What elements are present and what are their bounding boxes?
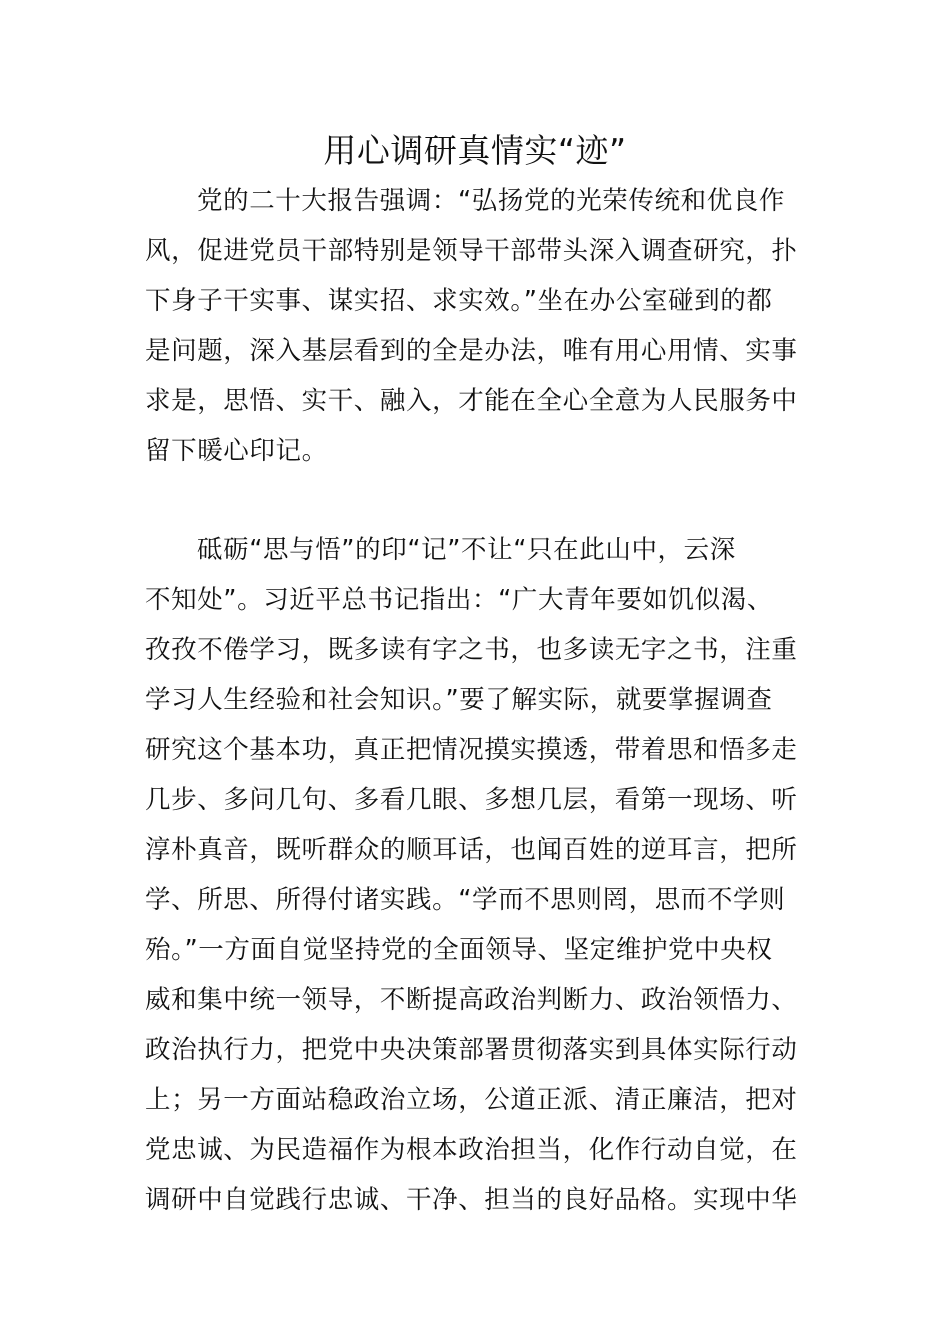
paragraph-line: 是问题，深入基层看到的全是办法，唯有用心用情、实事 bbox=[145, 336, 798, 366]
paragraph-line: 威和集中统一领导，不断提高政治判断力、政治领悟力、 bbox=[145, 985, 798, 1015]
paragraph-line: 党忠诚、为民造福作为根本政治担当，化作行动自觉，在 bbox=[145, 1135, 798, 1165]
paragraph-line: 学、所思、所得付诸实践。“学而不思则罔，思而不学则 bbox=[145, 885, 786, 915]
paragraph-1 bbox=[145, 176, 809, 476]
paragraph-line: 研究这个基本功，真正把情况摸实摸透，带着思和悟多走 bbox=[145, 735, 798, 765]
paragraph-line: 砥砺“思与悟”的印“记”不让“只在此山中，云深 bbox=[197, 535, 736, 565]
paragraph-line: 党的二十大报告强调：“弘扬党的光荣传统和优良作 bbox=[197, 186, 786, 216]
paragraph-line: 孜孜不倦学习，既多读有字之书，也多读无字之书，注重 bbox=[145, 635, 798, 665]
paragraph-line: 淳朴真音，既听群众的顺耳话，也闻百姓的逆耳言，把所 bbox=[145, 835, 798, 865]
paragraph-line: 风，促进党员干部特别是领导干部带头深入调查研究，扑 bbox=[145, 236, 798, 266]
paragraph-line: 殆。”一方面自觉坚持党的全面领导、坚定维护党中央权 bbox=[145, 935, 773, 965]
paragraph-line: 求是，思悟、实干、融入，才能在全心全意为人民服务中 bbox=[145, 386, 798, 416]
paragraph-line: 上；另一方面站稳政治立场，公道正派、清正廉洁，把对 bbox=[145, 1085, 798, 1115]
paragraph-line: 调研中自觉践行忠诚、干净、担当的良好品格。实现中华 bbox=[145, 1185, 798, 1215]
paragraph-line: 几步、多问几句、多看几眼、多想几层，看第一现场、听 bbox=[145, 785, 798, 815]
paragraph-line: 留下暖心印记。 bbox=[145, 436, 328, 466]
document-title: 用心调研真情实“迹” bbox=[323, 131, 627, 170]
paragraph-line: 不知处”。习近平总书记指出：“广大青年要如饥似渴、 bbox=[145, 585, 773, 615]
paragraph-line: 下身子干实事、谋实招、求实效。”坐在办公室碰到的都 bbox=[145, 286, 773, 316]
paragraph-line: 学习人生经验和社会知识。”要了解实际，就要掌握调查 bbox=[145, 685, 773, 715]
paragraph-2 bbox=[145, 525, 809, 1225]
paragraph-line: 政治执行力，把党中央决策部署贯彻落实到具体实际行动 bbox=[145, 1035, 798, 1065]
